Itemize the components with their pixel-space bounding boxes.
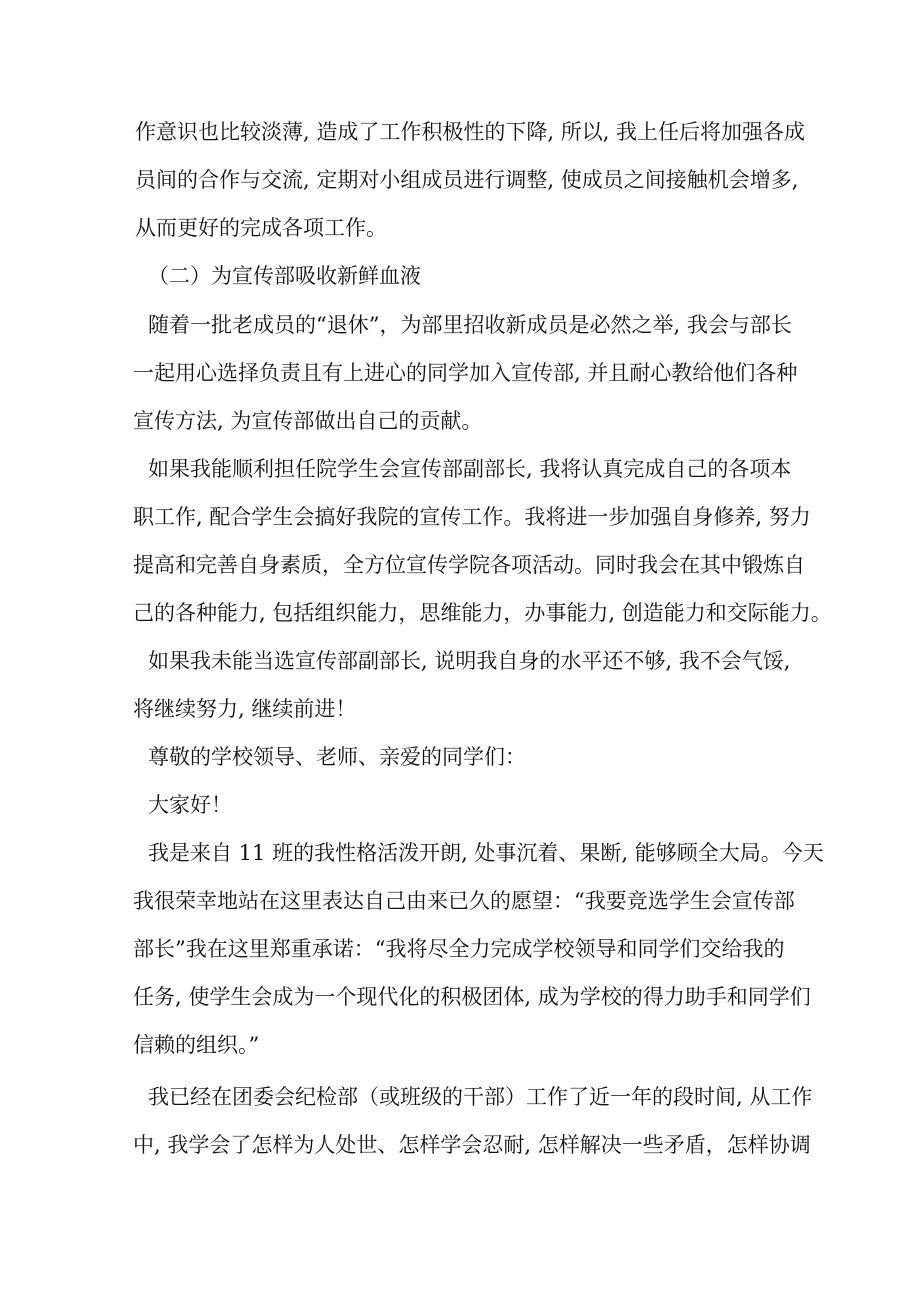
text-line: 中, 我学会了怎样为人处世、怎样学会忍耐, 怎样解决一些矛盾，怎样协调 <box>133 1133 811 1157</box>
text-line: 我是来自 11 班的我性格活泼开朗, 处事沉着、果断, 能够顾全大局。今天 <box>148 841 824 865</box>
text-line: 如果我能顺利担任院学生会宣传部副部长, 我将认真完成自己的各项本 <box>148 457 792 481</box>
text-line: 从而更好的完成各项工作。 <box>135 216 387 240</box>
text-line: 宣传方法, 为宣传部做出自己的贡献。 <box>133 409 483 433</box>
text-line: 部长”我在这里郑重承诺：“我将尽全力完成学校领导和同学们交给我的 <box>133 937 785 961</box>
text-line: 任务, 使学生会成为一个现代化的积极团体, 成为学校的得力助手和同学们 <box>133 985 811 1009</box>
text-line: 将继续努力, 继续前进！ <box>133 697 357 721</box>
text-line: 己的各种能力, 包括组织能力，思维能力，办事能力, 创造能力和交际能力。 <box>133 601 832 625</box>
section-heading: （二）为宣传部吸收新鲜血液 <box>148 264 421 288</box>
text-line: 提高和完善自身素质，全方位宣传学院各项活动。同时我会在其中锻炼自 <box>133 553 805 577</box>
text-line: 员间的合作与交流, 定期对小组成员进行调整, 使成员之间接触机会增多, <box>135 168 799 192</box>
text-line: 如果我未能当选宣传部副部长, 说明我自身的水平还不够, 我不会气馁, <box>148 649 791 673</box>
text-line: 作意识也比较淡薄, 造成了工作积极性的下降, 所以, 我上任后将加强各成 <box>135 120 806 144</box>
text-line: 职工作, 配合学生会搞好我院的宣传工作。我将进一步加强自身修养, 努力 <box>133 505 811 529</box>
text-line: 我很荣幸地站在这里表达自己由来已久的愿望：“我要竞选学生会宣传部 <box>133 889 795 913</box>
greeting: 大家好！ <box>148 793 232 817</box>
text-line: 我已经在团委会纪检部（或班级的干部）工作了近一年的段时间, 从工作 <box>148 1085 813 1109</box>
salutation: 尊敬的学校领导、老师、亲爱的同学们： <box>148 745 526 769</box>
text-line: 随着一批老成员的“退休”，为部里招收新成员是必然之举, 我会与部长 <box>148 313 792 337</box>
text-line: 一起用心选择负责且有上进心的同学加入宣传部, 并且耐心教给他们各种 <box>133 361 798 385</box>
text-line: 信赖的组织。” <box>133 1033 260 1057</box>
